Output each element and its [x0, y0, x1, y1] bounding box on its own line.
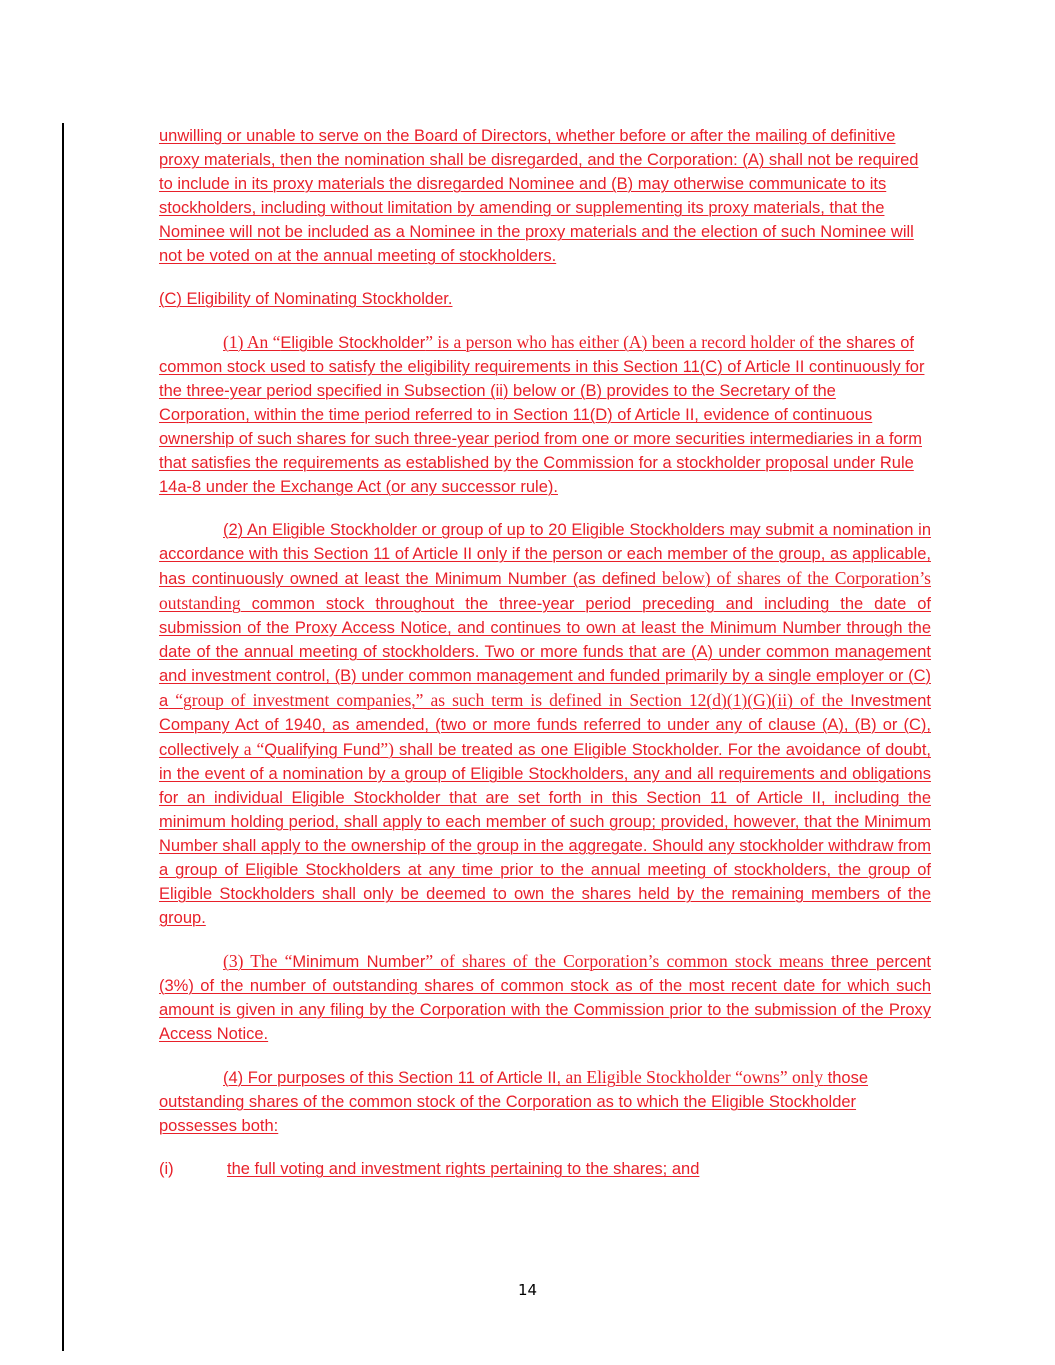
- p3-run-c: ” of shares of the Corporation’s common stock means: [425, 951, 824, 971]
- p2-run-b: below) of shares of the Corporation’s outstanding: [159, 568, 931, 613]
- p2-run-f: a “: [238, 739, 265, 759]
- p2-run-e: Investment Company Act of 1940, as amended, (two or more funds referred to under any of clause (A), (B) or (C), collectively: [159, 692, 931, 759]
- p4-run-b: an Eligible Stockholder “owns” only: [561, 1067, 824, 1087]
- p1-run-d: the shares of common stock used to satisfy the eligibility requirements in this Section 11(C) of Article II continuously for the three-year period specified in Subsection (ii) below or (B) provides to the Secretary of the Corporation, within the time period referred to in Section 11(D) of Article II, evidence of continuous ownership of such shares for such three-year period from one or more securities intermediaries in a form that satisfies the requirements as established by the Commission for a stockholder proposal under Rule 14a-8 under the Exchange Act (or any successor rule).: [159, 334, 925, 496]
- revision-change-bar: [62, 123, 64, 1351]
- p3-run-a: (3) The “: [223, 951, 293, 971]
- list-item-text: the full voting and investment rights pertaining to the shares; and: [227, 1160, 700, 1178]
- p1-run-c: ” is a person who has either (A) been a record holder of: [425, 332, 815, 352]
- section-subheading: (C) Eligibility of Nominating Stockholder.: [159, 290, 453, 308]
- p1-run-b: Eligible Stockholder: [280, 334, 426, 352]
- paragraph-4: [159, 1065, 931, 1138]
- list-item-i: [159, 1157, 931, 1181]
- p2-run-i: shall be treated as one Eligible Stockholder. For the avoidance of doubt, in the event of a nomination by a group of Eligible Stockholders, any and all requirements and obligations for an individual Eligible Stockholder that are set forth in this Section 11 of Article II, including the minimum holding period, shall apply to each member of such group; provided, however, that the Minimum Number shall apply to the ownership of the group in the aggregate. Should any stockholder withdraw from a group of Eligible Stockholders at any time prior to the annual meeting of stockholders, the group of Eligible Stockholders shall only be deemed to own the shares held by the remaining members of the group.: [159, 741, 931, 927]
- p4-run-c: those outstanding shares of the common stock of the Corporation as to which the Eligible Stockholder possesses both:: [159, 1069, 869, 1135]
- p2-run-c: common stock throughout the three-year period preceding and including the date of submission of the Proxy Access Notice, and continues to own at least the Minimum Number through the date of the annual meeting of stockholders. Two or more funds that are (A) under common management and investment control, (B) under common management and funded primarily by a single employer or (C) a: [159, 595, 931, 710]
- p2-run-g: Qualifying Fund: [264, 741, 381, 759]
- document-body: [159, 124, 931, 1181]
- p1-run-a: (1) An “: [223, 332, 281, 352]
- paragraph-2: [159, 518, 931, 930]
- p4-run-a: (4) For purposes of this Section 11 of Article II,: [223, 1069, 562, 1087]
- list-item-number: (i): [159, 1160, 174, 1178]
- paragraph-3: [159, 949, 931, 1046]
- page-number: 14: [517, 1281, 538, 1299]
- p3-run-b: Minimum Number: [292, 953, 426, 971]
- paragraph-1: [159, 330, 931, 499]
- p3-run-d: three percent (3%) of the number of outstanding shares of common stock as of the most recent date for which such amount is given in any filing by the Corporation with the Commission prior to the submission of the Proxy Access Notice.: [159, 953, 932, 1043]
- p2-run-a: (2) An Eligible Stockholder or group of up to 20 Eligible Stockholders may submit a nomination in accordance with this Section 11 of Article II only if the person or each member of the group, as applicable, has continuously owned at least the Minimum Number (as defined: [159, 521, 931, 588]
- continued-paragraph: unwilling or unable to serve on the Board of Directors, whether before or after the mailing of definitive proxy materials, then the nomination shall be disregarded, and the Corporation: (A) shall not be required to include in its proxy materials the disregarded Nominee and (B) may otherwise communicate to its stockholders, including without limitation by amending or supplementing its proxy materials, that the Nominee will not be included as a Nominee in the proxy materials and the election of such Nominee will not be voted on at the annual meeting of stockholders.: [159, 127, 919, 265]
- p2-run-h: ”): [380, 739, 399, 759]
- p2-run-d: “group of investment companies,” as such term is defined in Section 12(d)(1)(G)(ii) of the: [168, 690, 844, 710]
